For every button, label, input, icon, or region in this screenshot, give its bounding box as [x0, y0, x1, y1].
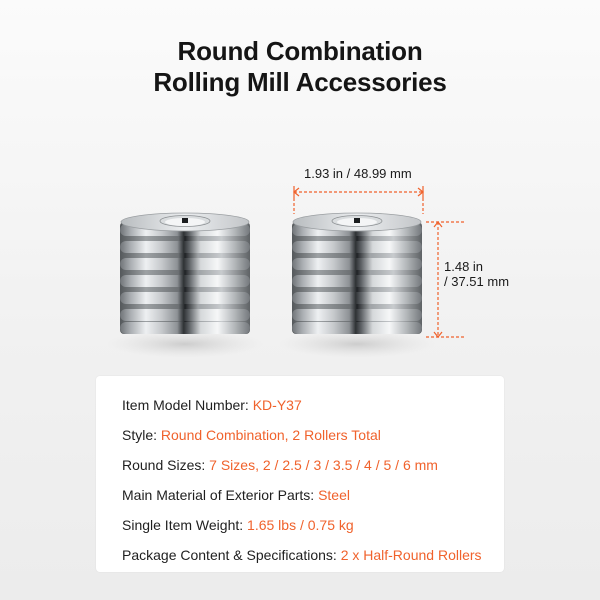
height-dimension-label: [444, 259, 509, 289]
spec-value: 2 x Half-Round Rollers: [340, 547, 482, 563]
title-line-1: Round Combination: [177, 36, 423, 66]
width-dimension-line: [294, 186, 423, 214]
title-line-2: Rolling Mill Accessories: [153, 67, 447, 97]
height-label-line-2: / 37.51 mm: [444, 274, 510, 289]
spec-row-round-sizes: [122, 456, 438, 474]
spec-value: KD-Y37: [252, 397, 302, 413]
spec-value: Steel: [318, 487, 350, 503]
spec-label: Main Material of Exterior Parts:: [122, 487, 319, 503]
spec-label: Round Sizes:: [122, 457, 210, 473]
spec-label: Package Content & Specifications:: [122, 547, 341, 563]
spec-label: Style:: [122, 427, 161, 443]
spec-value: 7 Sizes, 2 / 2.5 / 3 / 3.5 / 4 / 5 / 6 mm: [209, 457, 438, 473]
spec-value: Round Combination, 2 Rollers Total: [160, 427, 381, 443]
spec-row-style: [122, 426, 381, 444]
height-label-line-1: 1.48 in: [444, 259, 484, 274]
width-dimension-label: 1.93 in / 48.99 mm: [304, 166, 412, 181]
spec-label: Single Item Weight:: [122, 517, 248, 533]
spec-label: Item Model Number:: [122, 397, 253, 413]
spec-row-model-number: [122, 396, 302, 414]
spec-row-material: [122, 486, 350, 504]
spec-row-package-content: [122, 546, 482, 564]
spec-row-weight: [122, 516, 354, 534]
specifications-card: [96, 376, 504, 572]
spec-value: 1.65 lbs / 0.75 kg: [247, 517, 354, 533]
